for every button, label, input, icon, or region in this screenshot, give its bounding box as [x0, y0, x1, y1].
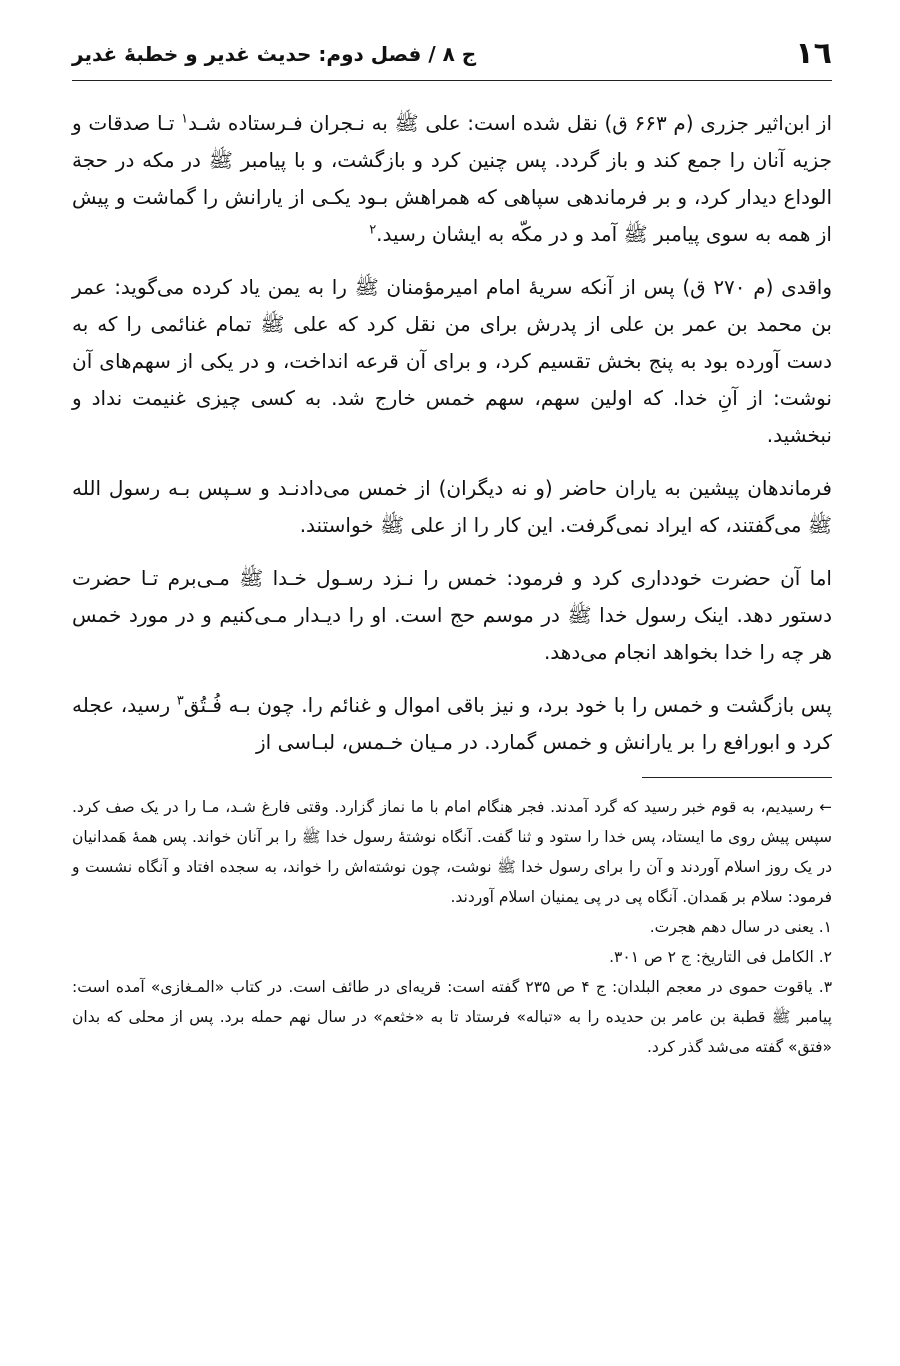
paragraph: [72, 269, 832, 454]
footnote-item: ۳. یاقوت حموی در معجم البلدان: ج ۴ ص ۲۳۵ گفته است: قریه‌ای در طائف است. در کتاب «المـغازی» آمده است: پیامبر ﷺ قطبة بن عامر بن حدیده را به «تباله» فرستاد تا به «خثعم» در سال نهم حمله برد. پس از محلی که بدان «فتق» گفته می‌شد گذر کرد.: [72, 978, 833, 1056]
arrow-left-icon: ←: [819, 798, 832, 816]
paragraph-text: از ابن‌اثیر جزری (م ۶۶۳ ق) نقل شده است: علی ﷺ به نـجران فـرستاده شـد: [188, 111, 833, 135]
book-page: [72, 28, 832, 1062]
page-number: ١٦: [795, 36, 832, 71]
footnotes: [72, 792, 832, 1062]
footnote-separator: [642, 777, 832, 778]
footnote-continued: [72, 792, 832, 912]
body-text: [72, 105, 832, 761]
paragraph-text: فرماندهان پیشین به یاران حاضر (و نه دیگران) از خمس می‌دادنـد و سـپس بـه رسول الله ﷺ می‌گفتند، که ایراد نمی‌گرفت. این کار را از علی ﷺ خواستند.: [72, 476, 832, 537]
footnote-item: ۱. یعنی در سال دهم هجرت.: [649, 918, 832, 936]
footnote-ref: ۳: [176, 693, 184, 709]
footnote-text: رسیدیم، به قوم خبر رسید که گرد آمدند. فجر هنگام امام با ما نماز گزارد. وقتی فارغ شـد، مـا را در یک صف کرد. سپس پیش روی ما ایستاد، پس خدا را ستود و ثنا گفت. آنگاه نوشتۀ رسول خدا ﷺ را بر آنان خواند. پس همۀ هَمدانیان در یک روز اسلام آوردند و آن را برای رسول خدا ﷺ نوشت، چون نوشته‌اش را خواند، به سجده افتاد و آنگاه نشست و فرمود: سلام بر هَمدان. آنگاه پی در پی یمنیان اسلام آوردند.: [72, 798, 832, 906]
paragraph: [72, 560, 832, 671]
footnote-ref: ۱: [181, 111, 189, 127]
paragraph-text: رسید، عجله کرد و ابورافع را بر یارانش و خمس گمارد. در مـیان خـمس، لبـاسی از: [72, 693, 832, 754]
paragraph-text: واقدی (م ۲۷۰ ق) پس از آنکه سریۀ امام امیرمؤمنان ﷺ را به یمن یاد کرده می‌گوید: عمر بن محمد بن عمر بن علی از پدرش برای من نقل کرد که علی ﷺ تمام غنائمی را که به دست آورده بود به پنج بخش تقسیم کرد، و برای آن قرعه انداخت، و در یکی از سهم‌های آن نوشت: از آنِ خدا. که اولین سهم، سهم خمس خارج شد. به کسی چیزی غنیمت نداد و نبخشید.: [72, 275, 832, 447]
footnote-item: ۲. الکامل فی التاریخ: ج ۲ ص ۳۰۱.: [609, 948, 832, 966]
page-header: [72, 28, 832, 81]
paragraph: [72, 687, 832, 761]
running-head: ج ٨ / فصل دوم: حدیث غدیر و خطبۀ غدیر: [72, 42, 477, 66]
paragraph: [72, 105, 832, 253]
footnote-ref: ۲: [369, 222, 377, 238]
paragraph-text: پس بازگشت و خمس را با خود برد، و نیز باقی اموال و غنائم را. چون بـه فُـتُق: [183, 693, 832, 717]
paragraph-text: اما آن حضرت خودداری کرد و فرمود: خمس را نـزد رسـول خـدا ﷺ مـی‌برم تـا حضرت دستور دهد. اینک رسول خدا ﷺ در موسم حج است. او را دیـدار مـی‌کنیم و در مورد خمس هر چه را خدا بخواهد انجام می‌دهد.: [72, 566, 832, 664]
paragraph: [72, 470, 832, 544]
paragraph-text: تـا صدقات و جزیه آنان را جمع کند و باز گردد. پس چنین کرد و بازگشت، و با پیامبر ﷺ در مکه در حجة الوداع دیدار کرد، و بر فرماندهی سپاهی که همراهش بـود یکـی از یارانش را گماشت و پیش از همه به سوی پیامبر ﷺ آمد و در مکّه به ایشان رسید.: [72, 111, 832, 246]
